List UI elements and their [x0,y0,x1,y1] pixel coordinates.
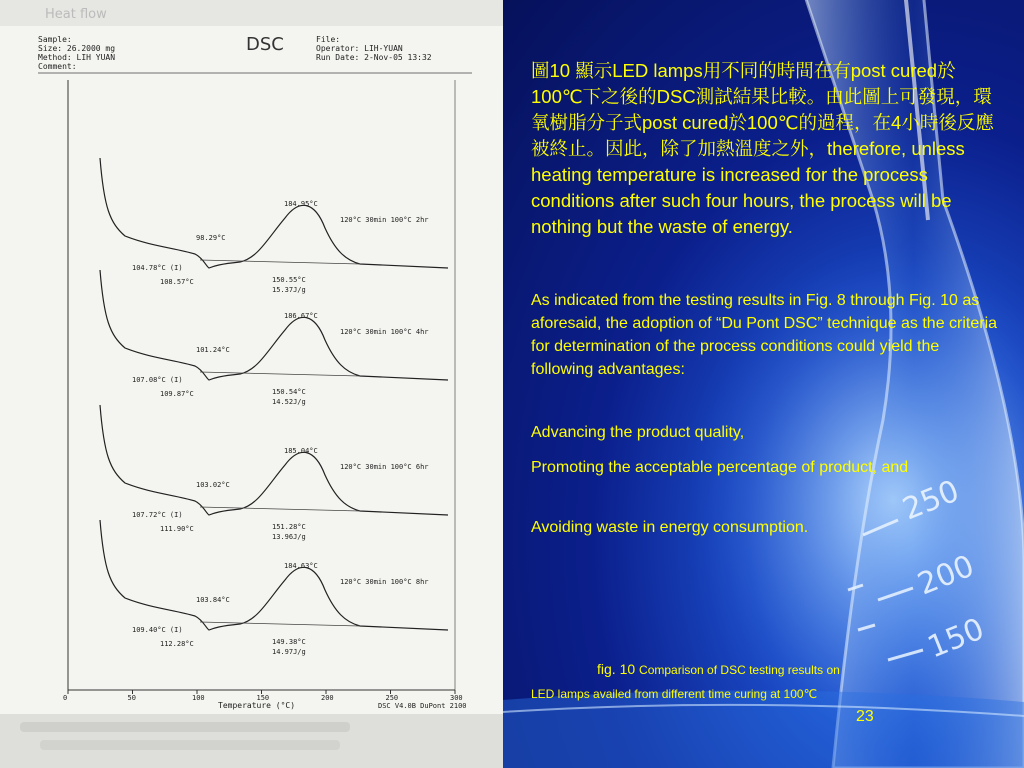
flask-mark-150: 150 [922,611,990,666]
x-tick-label: 50 [127,694,136,702]
integration-temp-label: 149.38°C [272,638,306,646]
x-tick-label: 250 [385,694,399,702]
peak-label: 185.04°C [284,447,318,455]
minimum-label: 108.57°C [160,278,194,286]
header-operator: Operator: LIH-YUAN [316,44,403,53]
onset-label: 98.29°C [196,234,226,242]
figure-label: fig. 10 [597,661,636,677]
header-method: Method: LIH YUAN [38,53,116,62]
onset-label: 103.02°C [196,481,230,489]
curing-condition-label: 120°C 30min 100°C 6hr [340,463,429,471]
glass-transition-label: 104.78°C (I) [132,264,183,272]
minimum-label: 111.90°C [160,525,194,533]
figure-description: Comparison of DSC testing results on [639,663,840,677]
curing-condition-label: 120°C 30min 100°C 2hr [340,216,429,224]
glass-transition-label: 107.72°C (I) [132,511,183,519]
x-tick-label: 200 [321,694,334,702]
onset-label: 103.84°C [196,596,230,604]
enthalpy-label: 14.52J/g [272,398,306,406]
peak-label: 184.95°C [284,200,318,208]
flask-mark-200: 200 [912,548,980,603]
header-file: File: [316,35,341,44]
figure-caption-line2: LED lamps availed from different time curing at 100℃ [531,687,818,701]
enthalpy-label: 13.96J/g [272,533,306,541]
integration-temp-label: 150.55°C [272,276,306,284]
paragraph-advantages: As indicated from the testing results in Fig. 8 through Fig. 10 as aforesaid, the adoption of “Du Pont DSC” technique as the criteria for determination of the process conditions could yield the following advantages: [531,292,998,378]
header-comment: Comment: [38,62,77,71]
onset-label: 101.24°C [196,346,230,354]
x-tick-label: 100 [192,694,205,702]
integration-temp-label: 150.54°C [272,388,306,396]
curing-condition-label: 120°C 30min 100°C 4hr [340,328,429,336]
glass-transition-label: 109.40°C (I) [132,626,183,634]
paragraph-percentage: Promoting the acceptable percentage of product, and [531,459,909,476]
x-tick-label: 0 [63,694,68,702]
page-number: 23 [856,708,874,725]
peak-label: 186.67°C [284,312,318,320]
integration-temp-label: 151.28°C [272,523,306,531]
chart-title: DSC [246,34,284,55]
minimum-label: 112.28°C [160,640,194,648]
figure-caption [597,661,840,677]
top-blurred-text: Heat flow [45,7,107,22]
header-sample: Sample: [38,35,72,44]
dsc-chart [0,0,503,768]
dsc-figure [0,0,503,768]
paragraph-waste: Avoiding waste in energy consumption. [531,519,809,536]
glass-transition-label: 107.08°C (I) [132,376,183,384]
flask-mark-250: 250 [897,473,965,528]
curing-condition-label: 120°C 30min 100°C 8hr [340,578,429,586]
x-tick-label: 150 [256,694,270,702]
x-tick-label: 300 [450,694,463,702]
x-axis-label: Temperature (°C) [218,701,296,710]
minimum-label: 109.87°C [160,390,194,398]
main-paragraph: 圖10 顯示LED lamps用不同的時間在有post cured於100℃下之後的DSC測試結果比較。由此圖上可發現，環氧樹脂分子式post cured於100℃的過程，在4小時後反應被終止。因此，除了加熱溫度之外，therefore, unless heating temperature is increased for the process conditions after such four hours, the process will be nothing but the waste of energy. [531,60,994,237]
peak-label: 184.63°C [284,562,318,570]
header-run-date: Run Date: 2-Nov-05 13:32 [316,53,432,62]
header-size: Size: 26.2000 mg [38,44,116,53]
enthalpy-label: 15.37J/g [272,286,306,294]
paragraph-quality: Advancing the product quality, [531,424,745,441]
instrument-footer: DSC V4.0B DuPont 2100 [378,702,467,710]
enthalpy-label: 14.97J/g [272,648,306,656]
